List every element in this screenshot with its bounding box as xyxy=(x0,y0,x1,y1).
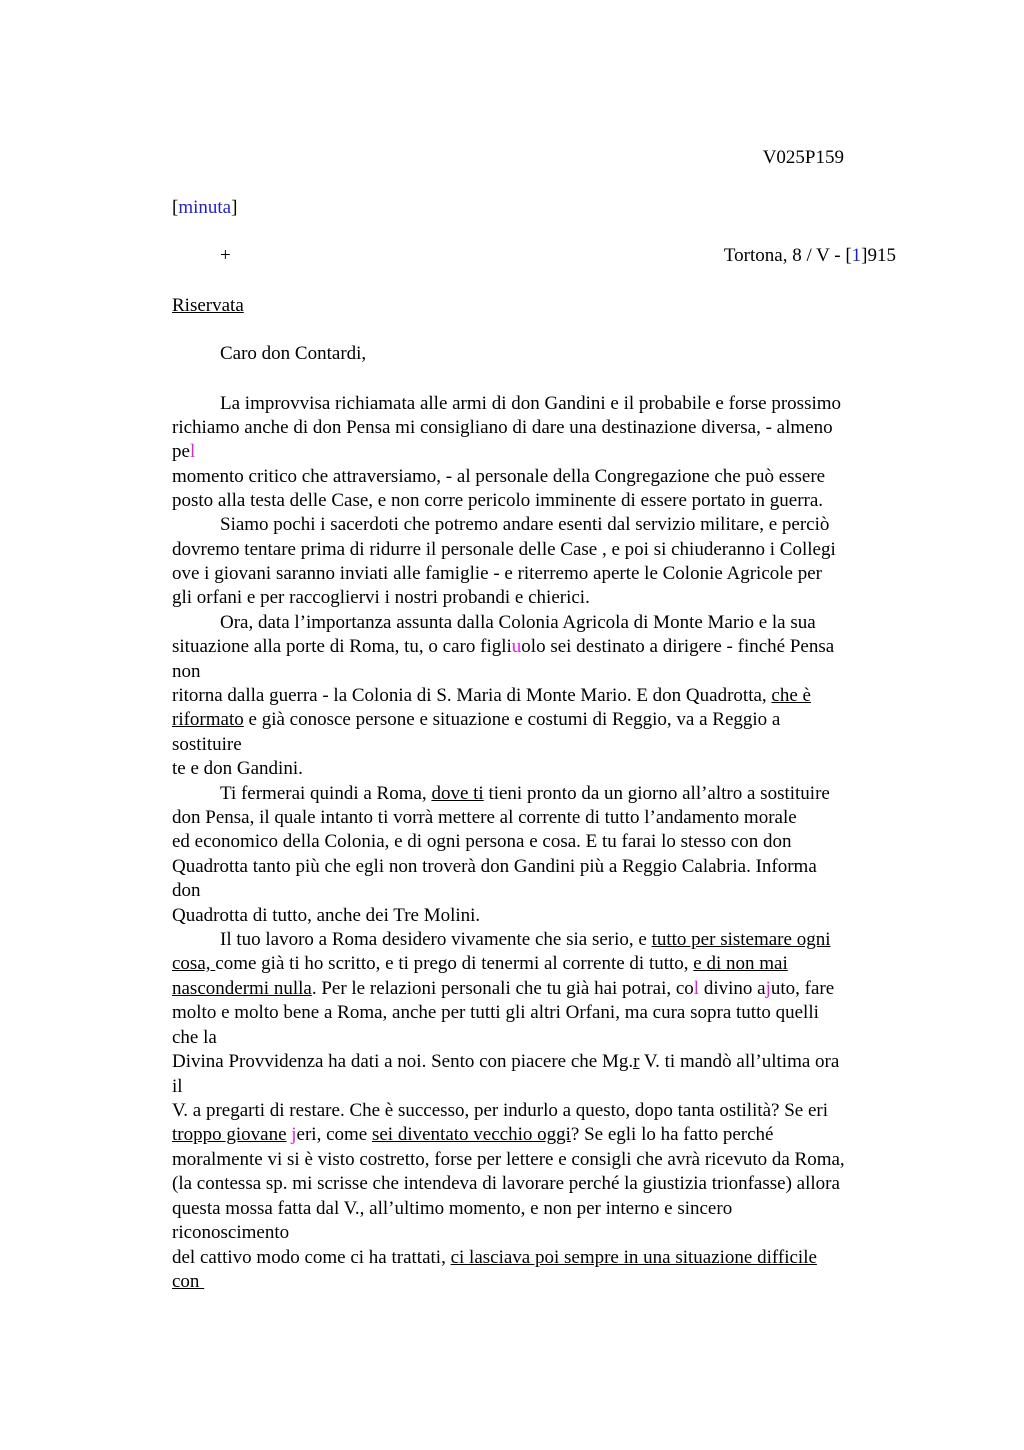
text-line: cosa, come già ti ho scritto, e ti prego di tenermi al corrente di tutto, e di non mai xyxy=(172,953,788,974)
text-line: don xyxy=(172,880,201,901)
text-line: Siamo pochi i sacerdoti che potremo andare esenti dal servizio militare, e perciò xyxy=(220,514,830,535)
text-line: il xyxy=(172,1076,183,1097)
text-line: dovremo tentare prima di ridurre il personale delle Case , e poi si chiuderanno i Collegi xyxy=(172,539,836,560)
text-line: te e don Gandini. xyxy=(172,758,303,779)
correction-mark: j xyxy=(765,978,771,999)
letter-date: Tortona, 8 / V - [1]915 xyxy=(723,245,896,266)
text-line: questa mossa fatta dal V., all’ultimo momento, e non per interno e sincero xyxy=(172,1198,733,1219)
cross-mark: + xyxy=(220,245,231,266)
riservata-label: Riservata xyxy=(172,295,244,316)
text-line: ritorna dalla guerra - la Colonia di S. Maria di Monte Mario. E don Quadrotta, che è xyxy=(172,685,811,706)
text-line: ove i giovani saranno inviati alle famiglie - e riterremo aperte le Colonie Agricole per xyxy=(172,563,822,584)
correction-mark: u xyxy=(511,636,522,657)
text-line: non xyxy=(172,661,201,682)
text-line: sostituire xyxy=(172,734,242,755)
text-line: Il tuo lavoro a Roma desidero vivamente che sia serio, e tutto per sistemare ogni xyxy=(220,929,831,950)
text-line: moralmente vi si è visto costretto, forse per lettere e consigli che avrà ricevuto da Roma, xyxy=(172,1149,845,1170)
correction-mark: l xyxy=(189,441,196,462)
text-line: Quadrotta di tutto, anche dei Tre Molini. xyxy=(172,905,481,926)
text-line: riformato e già conosce persone e situazione e costumi di Reggio, va a Reggio a xyxy=(172,709,781,730)
text-line: con xyxy=(172,1271,205,1292)
text-line: pel xyxy=(172,441,196,462)
greeting: Caro don Contardi, xyxy=(220,343,367,364)
text-line: nascondermi nulla. Per le relazioni personali che tu già hai potrai, col divino ajuto, fare xyxy=(172,978,835,999)
text-line: del cattivo modo come ci ha trattati, ci lasciava poi sempre in una situazione difficile xyxy=(172,1247,817,1268)
document-reference: V025P159 xyxy=(762,147,844,168)
text-line: troppo giovane jeri, come sei diventato vecchio oggi? Se egli lo ha fatto perché xyxy=(172,1124,774,1145)
text-line: molto e molto bene a Roma, anche per tutti gli altri Orfani, ma cura sopra tutto quelli xyxy=(172,1002,819,1023)
text-line: che la xyxy=(172,1027,217,1048)
text-line: situazione alla porte di Roma, tu, o caro figliuolo sei destinato a dirigere - finché Pensa xyxy=(172,636,835,657)
correction-mark: l xyxy=(693,978,700,999)
minuta-label: minuta xyxy=(178,197,232,218)
text-line: V. a pregarti di restare. Che è successo, per indurlo a questo, dopo tanta ostilità? Se eri xyxy=(172,1100,829,1121)
text-line: riconoscimento xyxy=(172,1222,290,1243)
text-line: (la contessa sp. mi scrisse che intendeva di lavorare perché la giustizia trionfasse) allora xyxy=(172,1173,840,1194)
text-line: posto alla testa delle Case, e non corre pericolo imminente di essere portato in guerra. xyxy=(172,490,824,511)
text-line: richiamo anche di don Pensa mi consigliano di dare una destinazione diversa, - almeno xyxy=(172,417,833,438)
text-line: Quadrotta tanto più che egli non troverà don Gandini più a Reggio Calabria. Informa xyxy=(172,856,817,877)
correction-mark: j xyxy=(291,1124,297,1145)
text-line: ed economico della Colonia, e di ogni persona e cosa. E tu farai lo stesso con don xyxy=(172,831,792,852)
text-line: Ora, data l’importanza assunta dalla Colonia Agricola di Monte Mario e la sua xyxy=(220,612,816,633)
text-line: La improvvisa richiamata alle armi di don Gandini e il probabile e forse prossimo xyxy=(220,393,842,414)
text-line: Ti fermerai quindi a Roma, dove ti tieni pronto da un giorno all’altro a sostituire xyxy=(220,783,830,804)
minuta-note: [minuta] xyxy=(172,197,238,218)
text-line: gli orfani e per raccogliervi i nostri probandi e chierici. xyxy=(172,587,590,608)
text-line: Divina Provvidenza ha dati a noi. Sento con piacere che Mg.r V. ti mandò all’ultima ora xyxy=(172,1051,840,1072)
text-line: don Pensa, il quale intanto ti vorrà mettere al corrente di tutto l’andamento morale xyxy=(172,807,797,828)
text-line: momento critico che attraversiamo, - al personale della Congregazione che può essere xyxy=(172,466,826,487)
